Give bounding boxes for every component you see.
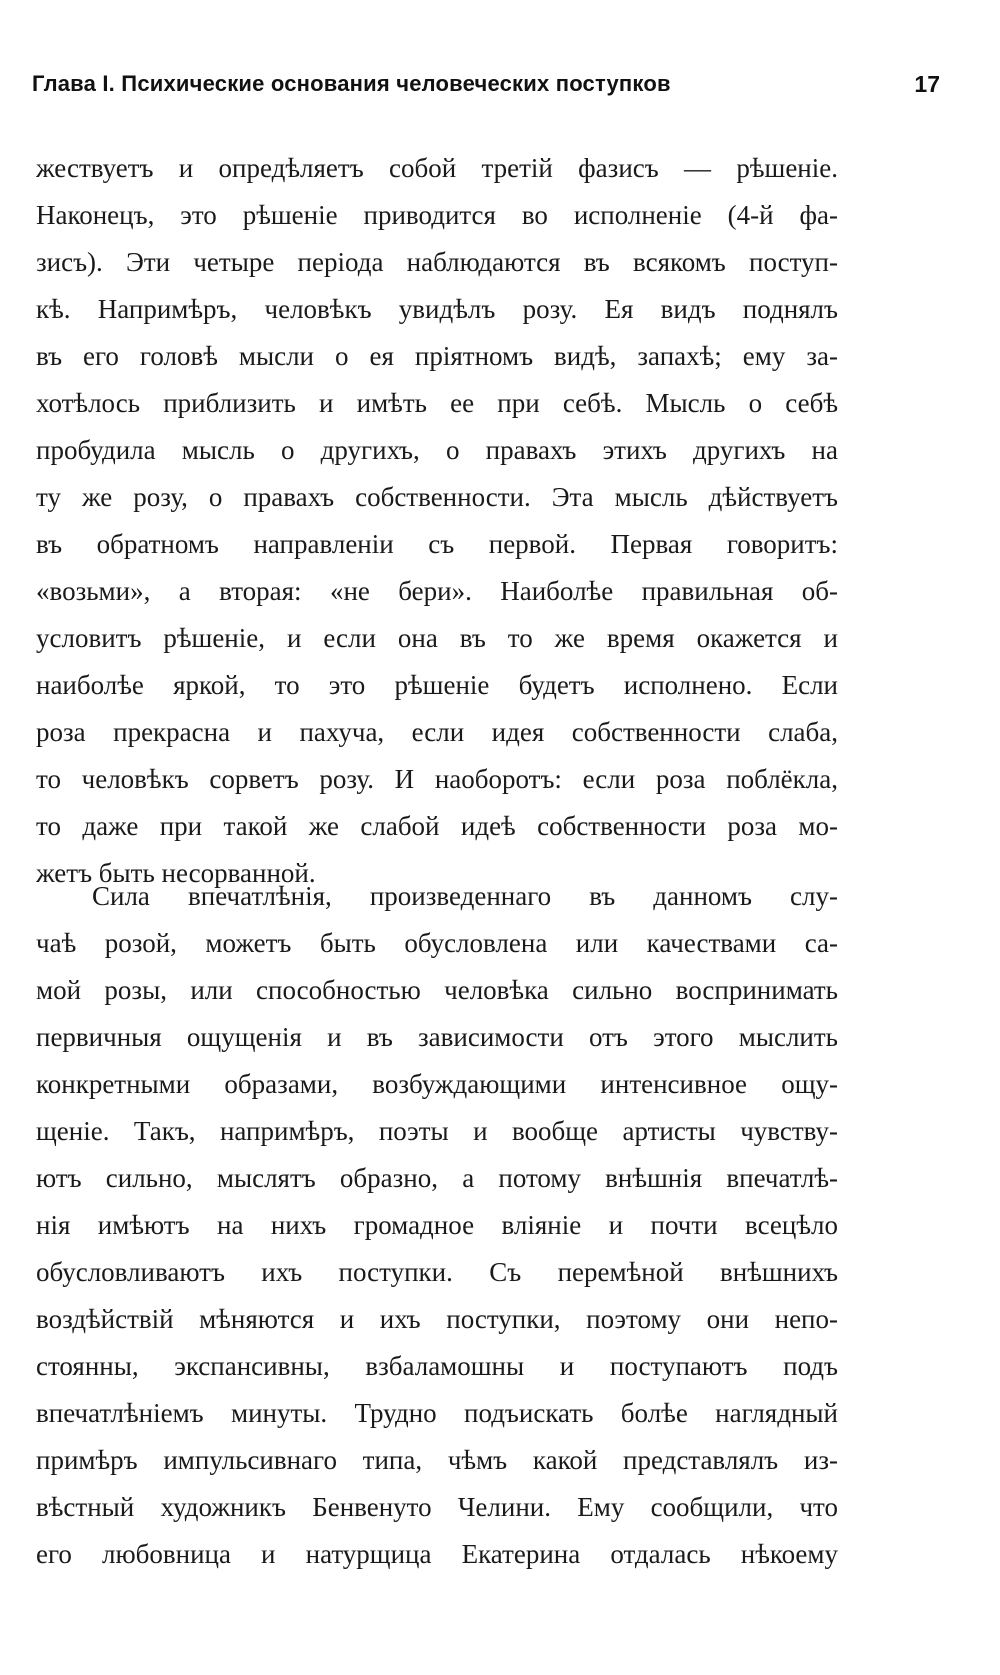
text-line: впечатлѣніемъ минуты. Трудно подъискать болѣе наглядный xyxy=(36,1398,838,1428)
text-line: щеніе. Такъ, напримѣръ, поэты и вообще артисты чувству- xyxy=(36,1116,838,1146)
text-line: «возьми», а вторая: «не бери». Наиболѣе правильная об- xyxy=(36,576,838,606)
text-line: зисъ). Эти четыре періода наблюдаются въ всякомъ поступ- xyxy=(36,247,838,277)
text-line: жествуетъ и опредѣляетъ собой третій фазисъ — рѣшеніе. xyxy=(36,153,838,183)
text-line: его любовница и натурщица Екатерина отдалась нѣкоему xyxy=(36,1539,838,1569)
text-line: въ обратномъ направленіи съ первой. Первая говоритъ: xyxy=(36,529,838,559)
text-line: нія имѣютъ на нихъ громадное вліяніе и почти всецѣло xyxy=(36,1210,838,1240)
text-line: примѣръ импульсивнаго типа, чѣмъ какой представлялъ из- xyxy=(36,1445,838,1475)
text-line: ютъ сильно, мыслятъ образно, а потому внѣшнія впечатлѣ- xyxy=(36,1163,838,1193)
text-line: жетъ быть несорванной. xyxy=(36,858,316,888)
text-line: Сила впечатлѣнія, произведеннаго въ данномъ слу- xyxy=(92,881,838,911)
page-header xyxy=(32,64,940,104)
text-line: чаѣ розой, можетъ быть обусловлена или качествами са- xyxy=(36,928,838,958)
text-line: стоянны, экспансивны, взбаламошны и поступаютъ подъ xyxy=(36,1351,838,1381)
running-head: Глава I. Психические основания человеческих поступков xyxy=(32,71,671,96)
text-line: пробудила мысль о другихъ, о правахъ этихъ другихъ на xyxy=(36,435,838,465)
text-line: обусловливаютъ ихъ поступки. Съ перемѣной внѣшнихъ xyxy=(36,1257,838,1287)
text-line: ту же розу, о правахъ собственности. Эта мысль дѣйствуетъ xyxy=(36,482,838,512)
text-line: вѣстный художникъ Бенвенуто Челини. Ему сообщили, что xyxy=(36,1492,838,1522)
text-line: воздѣйствій мѣняются и ихъ поступки, поэтому они непо- xyxy=(36,1304,838,1334)
text-line: кѣ. Напримѣръ, человѣкъ увидѣлъ розу. Ея видъ поднялъ xyxy=(36,294,838,324)
text-line: Наконецъ, это рѣшеніе приводится во исполненіе (4-й фа- xyxy=(36,200,838,230)
text-line: хотѣлось приблизить и имѣть ее при себѣ. Мысль о себѣ xyxy=(36,388,838,418)
text-line: роза прекрасна и пахуча, если идея собственности слаба, xyxy=(36,717,838,747)
text-line: мой розы, или способностью человѣка сильно воспринимать xyxy=(36,975,838,1005)
paragraph-1 xyxy=(36,145,838,897)
text-line: наиболѣе яркой, то это рѣшеніе будетъ исполнено. Если xyxy=(36,670,838,700)
text-line: конкретными образами, возбуждающими интенсивное ощу- xyxy=(36,1069,838,1099)
text-line: въ его головѣ мысли о ея пріятномъ видѣ, запахѣ; ему за- xyxy=(36,341,838,371)
text-line: то человѣкъ сорветъ розу. И наоборотъ: если роза поблёкла, xyxy=(36,764,838,794)
text-line: условитъ рѣшеніе, и если она въ то же время окажется и xyxy=(36,623,838,653)
page-number: 17 xyxy=(914,70,940,97)
text-line: то даже при такой же слабой идеѣ собственности роза мо- xyxy=(36,811,838,841)
paragraph-2 xyxy=(36,873,838,1578)
text-line: первичныя ощущенія и въ зависимости отъ этого мыслить xyxy=(36,1022,838,1052)
